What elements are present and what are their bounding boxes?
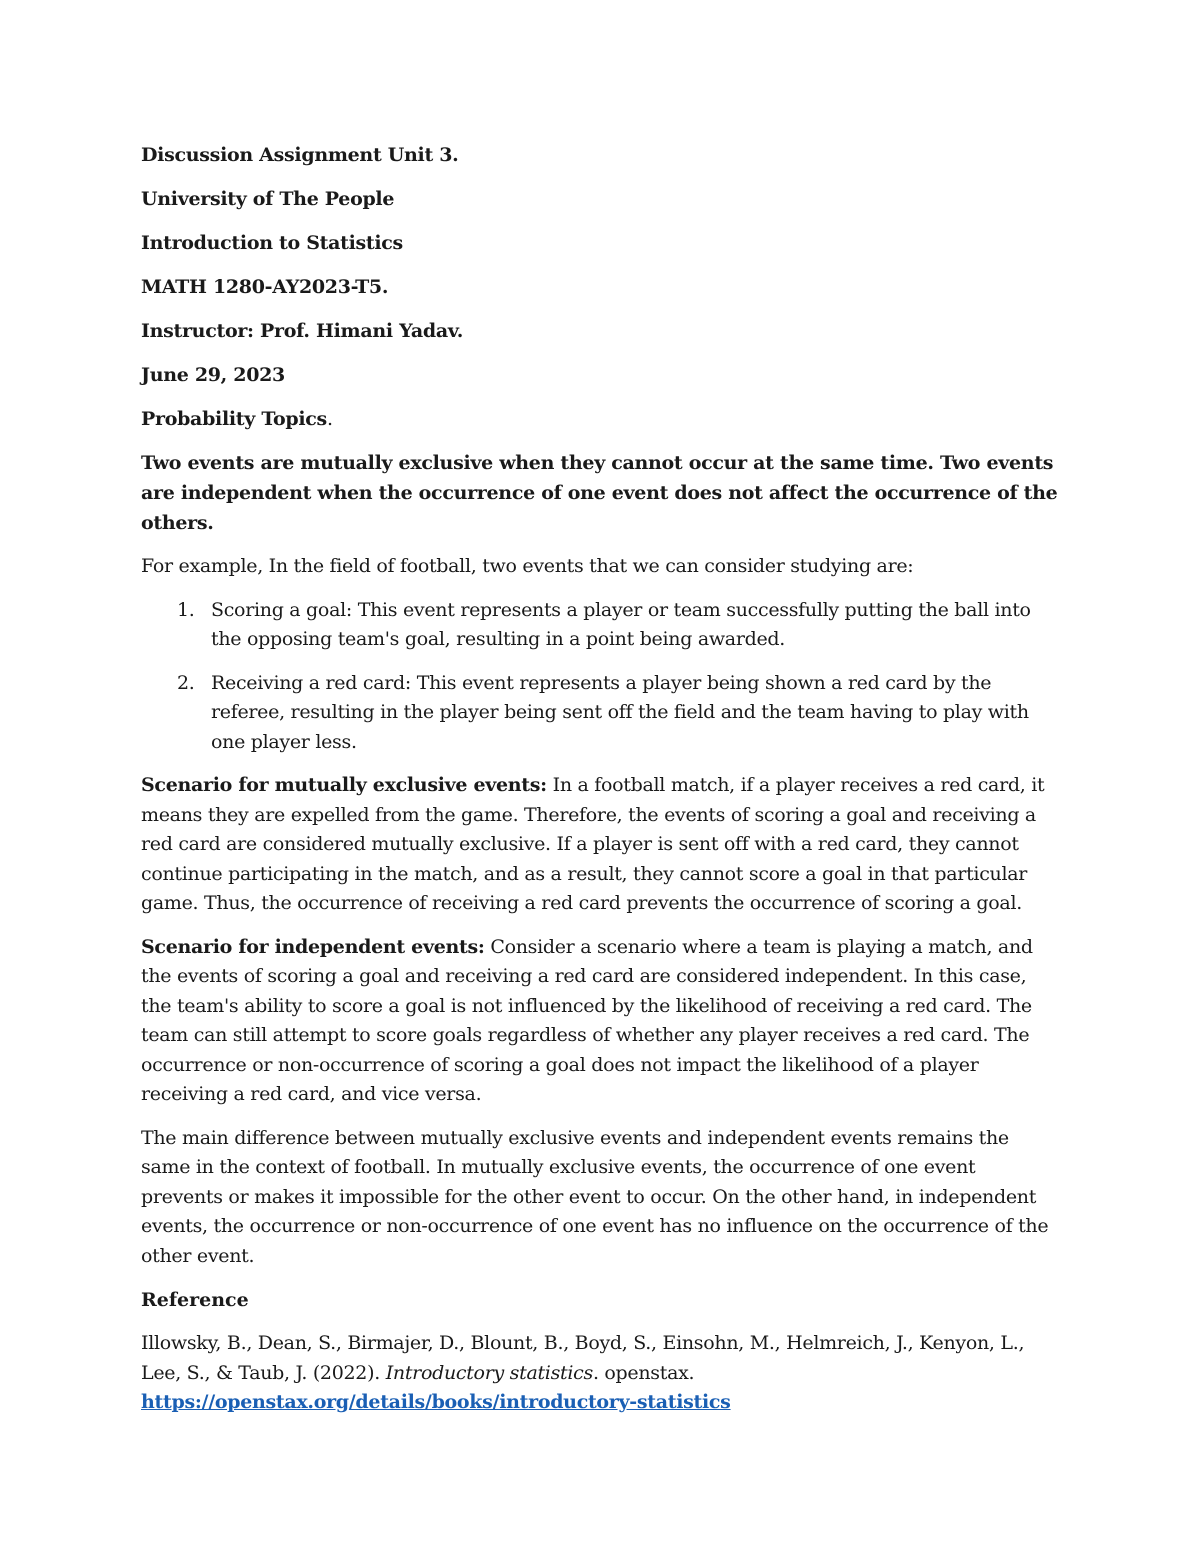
assignment-title: Discussion Assignment Unit 3. xyxy=(141,144,459,166)
reference-publisher: . openstax. xyxy=(592,1361,695,1384)
list-item-number: 2. xyxy=(177,671,195,694)
independent-label: Scenario for independent events: xyxy=(141,935,485,958)
reference-book-title: Introductory statistics xyxy=(385,1361,593,1384)
topic-text: Probability Topics xyxy=(141,408,327,430)
reference-heading: Reference xyxy=(141,1289,249,1311)
topic-heading xyxy=(141,404,1059,434)
reference-link[interactable]: https://openstax.org/details/books/introductory-statistics xyxy=(141,1391,731,1413)
reference-entry xyxy=(141,1329,1059,1418)
document-date: June 29, 2023 xyxy=(141,364,285,386)
topic-period: . xyxy=(326,408,333,430)
list-item xyxy=(141,669,1059,758)
university-name: University of The People xyxy=(141,188,395,210)
intro-paragraph: For example, In the field of football, two events that we can consider studying are: xyxy=(141,555,914,577)
examples-list xyxy=(141,596,1059,758)
list-item xyxy=(141,596,1059,655)
list-item-text: Scoring a goal: This event represents a player or team successfully putting the ball into the opposing team's goal, resulting in a point being awarded. xyxy=(211,598,1031,650)
conclusion-paragraph: The main difference between mutually exclusive events and independent events remains the same in the context of football. In mutually exclusive events, the occurrence of one event prevents or makes it impossible for the other event to occur. On the other hand, in independent events, the occurrence or non-occurrence of one event has no influence on the occurrence of the other event. xyxy=(141,1126,1049,1267)
list-item-text: Receiving a red card: This event represents a player being shown a red card by the referee, resulting in the player being sent off the field and the team having to play with one player less. xyxy=(211,671,1029,753)
course-code: MATH 1280-AY2023-T5. xyxy=(141,276,389,298)
reference-authors: Illowsky, B., Dean, S., Birmajer, D., Blount, B., Boyd, S., Einsohn, M., Helmreich, J., Kenyon, L., Lee, S., & Taub, J. (2022). xyxy=(141,1332,1025,1384)
mutually-exclusive-label: Scenario for mutually exclusive events: xyxy=(141,774,547,796)
document-page xyxy=(141,140,1059,1418)
mutually-exclusive-paragraph xyxy=(141,771,1059,919)
definition-paragraph: Two events are mutually exclusive when they cannot occur at the same time. Two events are independent when the occurrence of one event does not affect the occurrence of the others. xyxy=(141,452,1058,534)
list-item-number: 1. xyxy=(177,598,195,621)
independent-text: Consider a scenario where a team is playing a match, and the events of scoring a goal and receiving a red card are considered independent. In this case, the team's ability to score a goal is not influenced by the likelihood of receiving a red card. The team can still attempt to score goals regardless of whether any player receives a red card. The occurrence or non-occurrence of scoring a goal does not impact the likelihood of a player receiving a red card, and vice versa. xyxy=(141,935,1033,1105)
instructor-name: Instructor: Prof. Himani Yadav. xyxy=(141,320,464,342)
independent-paragraph xyxy=(141,933,1059,1110)
course-name: Introduction to Statistics xyxy=(141,232,403,254)
mutually-exclusive-text: In a football match, if a player receives a red card, it means they are expelled from the game. Therefore, the events of scoring a goal and receiving a red card are considered mutually exclusive. If a player is sent off with a red card, they cannot continue participating in the match, and as a result, they cannot score a goal in that particular game. Thus, the occurrence of receiving a red card prevents the occurrence of scoring a goal. xyxy=(141,774,1045,914)
